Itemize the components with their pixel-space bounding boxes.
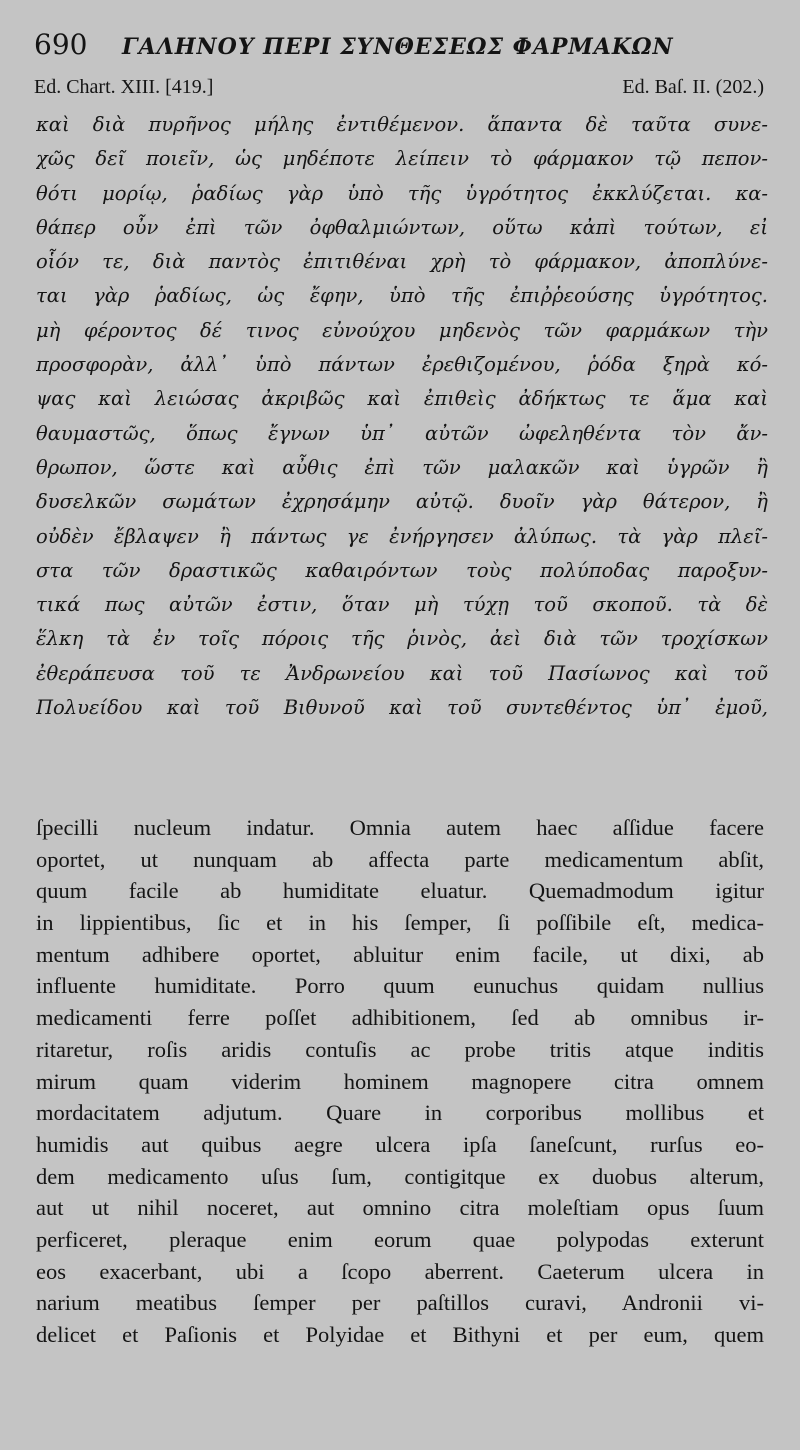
greek-text-line: ἐθεράπευσα τοῦ τε Ἀνδρωνείου καὶ τοῦ Πασίωνος καὶ τοῦ: [36, 661, 768, 685]
edition-reference-line: [34, 76, 764, 104]
latin-text-line: medicamenti ferre poſſet adhibitionem, ſed ab omnibus ir-: [36, 1005, 764, 1031]
greek-text-line: θάπερ οὖν ἐπὶ τῶν ὀφθαλμιώντων, οὕτω κἀπὶ τούτων, εἰ: [36, 215, 768, 239]
latin-text-line: ſpecilli nucleum indatur. Omnia autem haec aſſidue facere: [36, 815, 764, 840]
latin-text-line: narium meatibus ſemper per paſtillos curavi, Andronii vi-: [36, 1290, 764, 1316]
greek-text-block: [36, 108, 768, 725]
running-title: ΓΑΛΗΝΟΥ ΠΕΡΙ ΣΥΝΘΕΣΕΩΣ ΦΑΡΜΑΚΩΝ: [122, 34, 674, 60]
latin-text-line: influente humiditate. Porro quum eunuchus quidam nullius: [36, 973, 764, 999]
latin-text-line: in lippientibus, ſic et in his ſemper, ſi poſſibile eſt, medica-: [36, 910, 764, 936]
latin-text-line: eos exacerbant, ubi a ſcopo aberrent. Caeterum ulcera in: [36, 1258, 764, 1284]
latin-text-line: delicet et Paſionis et Polyidae et Bithyni et per eum, quem: [36, 1322, 764, 1347]
latin-text-line: dem medicamento uſus ſum, contigitque ex duobus alterum,: [36, 1163, 764, 1189]
greek-text-line: θότι μορίῳ, ῥαδίως γὰρ ὑπὸ τῆς ὑγρότητος ἐκκλύζεται. κα-: [36, 181, 768, 205]
latin-text-block: [36, 812, 764, 1351]
latin-text-line: perficeret, pleraque enim eorum quae polypodas exterunt: [36, 1226, 764, 1252]
greek-text-line: τικά πως αὐτῶν ἐστιν, ὅταν μὴ τύχῃ τοῦ σκοποῦ. τὰ δὲ: [36, 593, 768, 617]
edition-reference-basel: Ed. Baſ. II. (202.): [622, 76, 764, 98]
greek-text-line: οἷόν τε, διὰ παντὸς ἐπιτιθέναι χρὴ τὸ φάρμακον, ἀποπλύνε-: [36, 250, 768, 274]
page-number: 690: [34, 28, 88, 61]
greek-text-line: μὴ φέροντος δέ τινος εὐνούχου μηδενὸς τῶν φαρμάκων τὴν: [36, 318, 768, 342]
greek-text-line: δυσελκῶν σωμάτων ἐχρησάμην αὐτῷ. δυοῖν γὰρ θάτερον, ἢ: [36, 490, 768, 514]
edition-reference-chartier: Ed. Chart. XIII. [419.]: [34, 76, 214, 98]
greek-text-line: στα τῶν δραστικῶς καθαιρόντων τοὺς πολύποδας παροξυν-: [36, 558, 768, 582]
latin-text-line: oportet, ut nunquam ab affecta parte medicamentum abſit,: [36, 846, 764, 872]
greek-text-line: ται γὰρ ῥαδίως, ὡς ἔφην, ὑπὸ τῆς ἐπιῤῥεούσης ὑγρότητος.: [36, 284, 768, 308]
greek-text-line: ἕλκη τὰ ἐν τοῖς πόροις τῆς ῥινὸς, ἀεὶ διὰ τῶν τροχίσκων: [36, 627, 768, 651]
greek-text-line: καὶ διὰ πυρῆνος μήλης ἐντιθέμενον. ἅπαντα δὲ ταῦτα συνε-: [36, 113, 768, 136]
latin-text-line: mirum quam viderim hominem magnopere citra omnem: [36, 1068, 764, 1094]
greek-text-line: χῶς δεῖ ποιεῖν, ὡς μηδέποτε λείπειν τὸ φάρμακον τῷ πεπον-: [36, 147, 768, 171]
greek-text-line: Πολυείδου καὶ τοῦ Βιθυνοῦ καὶ τοῦ συντεθέντος ὑπ᾽ ἐμοῦ,: [36, 696, 768, 720]
latin-text-line: ritaretur, roſis aridis contuſis ac probe tritis atque inditis: [36, 1036, 764, 1062]
latin-text-line: mentum adhibere oportet, abluitur enim facile, ut dixi, ab: [36, 941, 764, 967]
greek-text-line: οὐδὲν ἔβλαψεν ἢ πάντως γε ἐνήργησεν ἀλύπως. τὰ γὰρ πλεῖ-: [36, 524, 768, 548]
latin-text-line: mordacitatem adjutum. Quare in corporibus mollibus et: [36, 1100, 764, 1126]
latin-text-line: quum facile ab humiditate eluatur. Quemadmodum igitur: [36, 878, 764, 904]
greek-text-line: θαυμαστῶς, ὅπως ἔγνων ὑπ᾽ αὐτῶν ὠφεληθέντα τὸν ἄν-: [36, 421, 768, 445]
greek-text-line: ψας καὶ λειώσας ἀκριβῶς καὶ ἐπιθεὶς ἀδήκτως τε ἅμα καὶ: [36, 387, 768, 411]
greek-text-line: θρωπον, ὥστε καὶ αὖθις ἐπὶ τῶν μαλακῶν καὶ ὑγρῶν ἢ: [36, 455, 768, 479]
greek-text-line: προσφορὰν, ἀλλ᾽ ὑπὸ πάντων ἐρεθιζομένου, ῥόδα ξηρὰ κό-: [36, 353, 768, 377]
latin-text-line: humidis aut quibus aegre ulcera ipſa ſaneſcunt, rurſus eo-: [36, 1131, 764, 1157]
running-head: [34, 28, 774, 68]
latin-text-line: aut ut nihil noceret, aut omnino citra moleſtiam opus ſuum: [36, 1195, 764, 1221]
